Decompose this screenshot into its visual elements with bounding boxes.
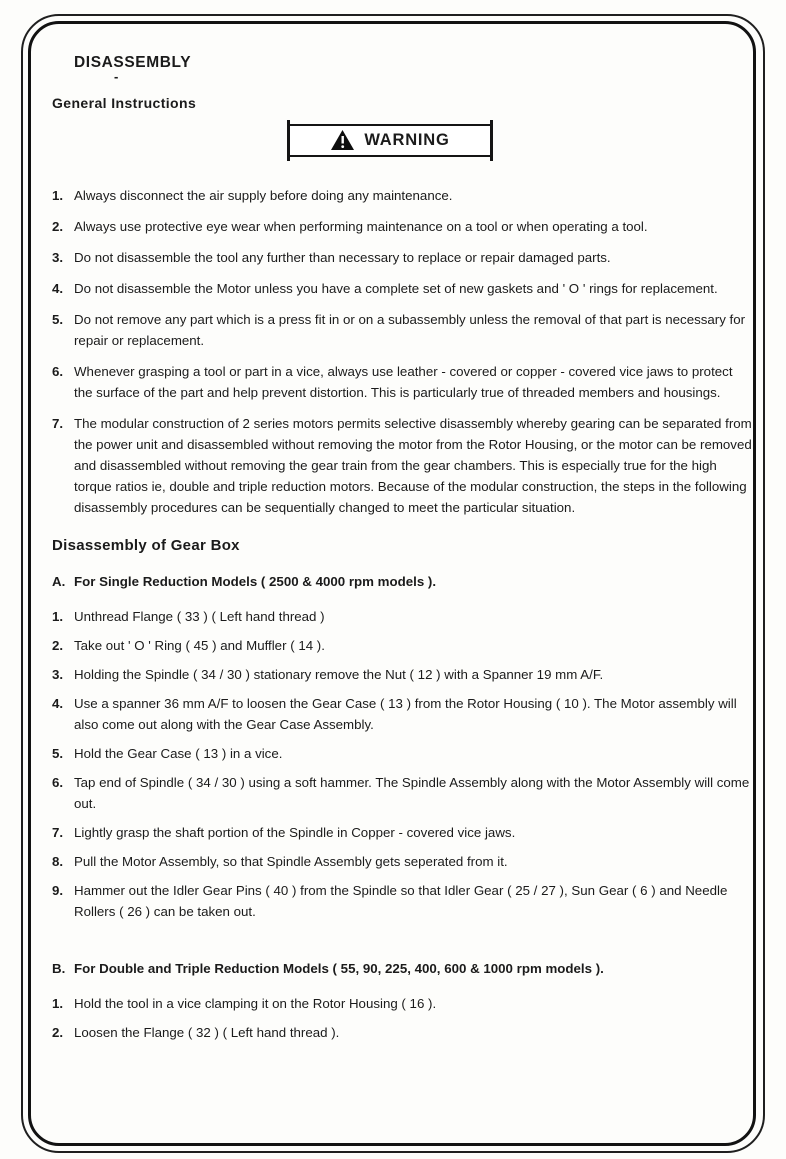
item-number: 7. (52, 416, 64, 431)
list-item (52, 880, 752, 922)
item-text: Whenever grasping a tool or part in a vice, always use leather - covered or copper - covered vice jaws to protect the surface of the part and help prevent distortion. This is particularly true of threaded members and housings. (74, 364, 733, 400)
list-item (52, 606, 752, 627)
general-instructions-list (52, 185, 752, 518)
warning-triangle-icon (330, 129, 355, 151)
item-number: 6. (52, 364, 64, 379)
warning-box (288, 124, 492, 157)
item-number: 1. (52, 996, 64, 1011)
section-heading-text: For Single Reduction Models ( 2500 & 4000 rpm models ). (74, 574, 437, 589)
section-label: B. (52, 961, 66, 976)
list-item (52, 635, 752, 656)
warning-label: WARNING (364, 131, 450, 149)
section-heading-text: For Double and Triple Reduction Models ( 55, 90, 225, 400, 600 & 1000 rpm models ). (74, 961, 604, 976)
item-number: 5. (52, 312, 64, 327)
section-a-list (52, 606, 752, 922)
list-item (52, 993, 752, 1014)
list-item (52, 216, 752, 237)
general-instructions-heading: General Instructions (52, 95, 197, 111)
page-content (52, 54, 752, 1051)
item-text: Always disconnect the air supply before doing any maintenance. (74, 188, 453, 203)
item-text: The modular construction of 2 series motors permits selective disassembly whereby gearing can be separated from the power unit and disassembled without removing the motor from the Rotor Housing, or the motor can be removed and disassembled without removing the gear train from the gear chambers. This is especially true for the high torque ratios ie, double and triple reduction motors. Because of the modular construction, the steps in the following disassembly procedures can be sequentially changed to meet the particular situation. (74, 416, 752, 515)
list-item (52, 851, 752, 872)
item-number: 3. (52, 667, 64, 682)
item-text: Always use protective eye wear when performing maintenance on a tool or when operating a tool. (74, 219, 648, 234)
list-item (52, 772, 752, 814)
item-text: Unthread Flange ( 33 ) ( Left hand thread ) (74, 609, 325, 624)
list-item (52, 361, 752, 403)
item-text: Take out ' O ' Ring ( 45 ) and Muffler ( 14 ). (74, 638, 325, 653)
item-text: Pull the Motor Assembly, so that Spindle Assembly gets seperated from it. (74, 854, 508, 869)
title-underscore-mark: - (114, 69, 119, 84)
section-b (52, 958, 752, 1043)
item-text: Do not remove any part which is a press fit in or on a subassembly unless the removal of that part is necessary for repair or replacement. (74, 312, 746, 348)
item-text: Do not disassemble the Motor unless you have a complete set of new gaskets and ' O ' rings for replacement. (74, 281, 718, 296)
item-text: Hold the tool in a vice clamping it on the Rotor Housing ( 16 ). (74, 996, 437, 1011)
item-number: 2. (52, 219, 64, 234)
gear-box-heading: Disassembly of Gear Box (52, 537, 240, 554)
page-title: DISASSEMBLY (74, 54, 192, 71)
item-text: Use a spanner 36 mm A/F to loosen the Gear Case ( 13 ) from the Rotor Housing ( 10 ). The Motor assembly will also come out along with the Gear Case Assembly. (74, 696, 737, 732)
list-item (52, 822, 752, 843)
item-text: Tap end of Spindle ( 34 / 30 ) using a soft hammer. The Spindle Assembly along with the Motor Assembly will come out. (74, 775, 750, 811)
item-number: 4. (52, 696, 64, 711)
item-text: Loosen the Flange ( 32 ) ( Left hand thread ). (74, 1025, 340, 1040)
list-item (52, 743, 752, 764)
item-number: 8. (52, 854, 64, 869)
item-number: 9. (52, 883, 64, 898)
item-number: 1. (52, 188, 64, 203)
section-b-heading (52, 958, 752, 979)
item-text: Lightly grasp the shaft portion of the Spindle in Copper - covered vice jaws. (74, 825, 516, 840)
section-label: A. (52, 574, 66, 589)
item-text: Hammer out the Idler Gear Pins ( 40 ) from the Spindle so that Idler Gear ( 25 / 27 ), Sun Gear ( 6 ) and Needle Rollers ( 26 ) can be taken out. (74, 883, 728, 919)
list-item (52, 247, 752, 268)
list-item (52, 278, 752, 299)
list-item (52, 185, 752, 206)
item-number: 7. (52, 825, 64, 840)
item-number: 1. (52, 609, 64, 624)
list-item (52, 664, 752, 685)
item-text: Hold the Gear Case ( 13 ) in a vice. (74, 746, 283, 761)
list-item (52, 309, 752, 351)
item-text: Do not disassemble the tool any further than necessary to replace or repair damaged parts. (74, 250, 611, 265)
item-text: Holding the Spindle ( 34 / 30 ) stationary remove the Nut ( 12 ) with a Spanner 19 mm A/F. (74, 667, 604, 682)
item-number: 2. (52, 638, 64, 653)
list-item (52, 413, 752, 518)
list-item (52, 693, 752, 735)
item-number: 5. (52, 746, 64, 761)
section-b-list (52, 993, 752, 1043)
item-number: 4. (52, 281, 64, 296)
list-item (52, 1022, 752, 1043)
section-a-heading (52, 571, 752, 592)
item-number: 6. (52, 775, 64, 790)
section-a (52, 571, 752, 922)
item-number: 2. (52, 1025, 64, 1040)
item-number: 3. (52, 250, 64, 265)
